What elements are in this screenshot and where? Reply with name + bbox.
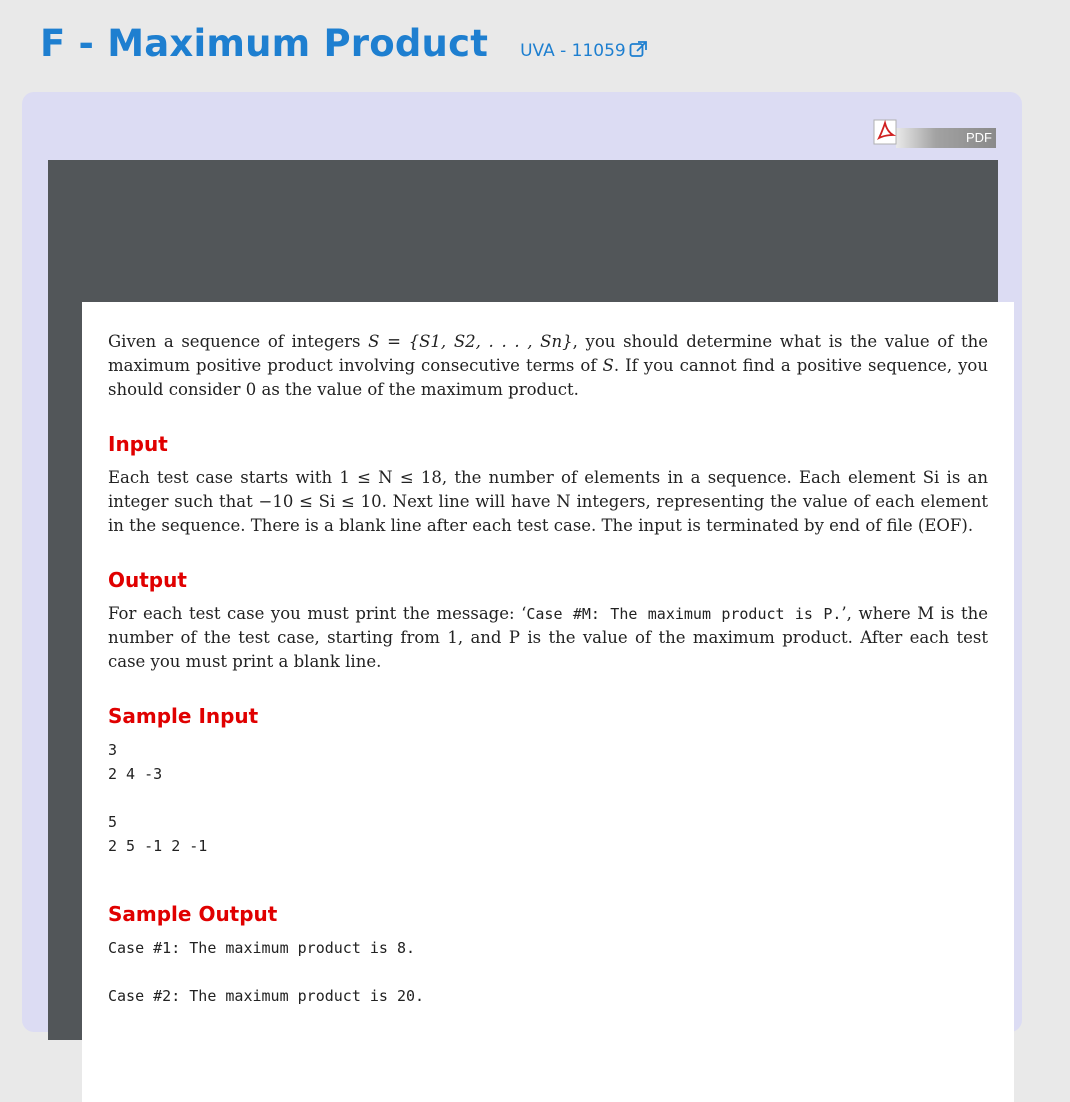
input-heading: Input xyxy=(108,432,168,456)
source-link[interactable] xyxy=(520,40,649,63)
page-title: F - Maximum Product xyxy=(40,22,489,65)
pdf-button[interactable] xyxy=(870,118,996,148)
sample-output-heading: Sample Output xyxy=(108,902,278,926)
output-heading: Output xyxy=(108,568,187,592)
sample-input-block: 3 2 4 -3 5 2 5 -1 2 -1 xyxy=(108,741,208,855)
output-format-code: Case #M: The maximum product is P. xyxy=(526,605,842,623)
set-definition: S = {S1, S2, . . . , Sn} xyxy=(368,332,573,351)
external-link-icon xyxy=(629,40,649,63)
sample-output-block: Case #1: The maximum product is 8. Case #2: The maximum product is 20. xyxy=(108,939,425,1005)
pdf-page xyxy=(82,302,1014,1102)
problem-card xyxy=(22,92,1022,1032)
source-link-label: UVA - 11059 xyxy=(520,41,626,61)
pdf-viewer[interactable] xyxy=(48,160,998,1040)
pdf-button-label: PDF xyxy=(896,128,996,148)
input-description: Each test case starts with 1 ≤ N ≤ 18, the number of elements in a sequence. Each element Si is an integer such that −10 ≤ Si ≤ 10. Next line will have N integers, representing the value of each element in the sequence. There is a blank line after each test case. The input is terminated by end of file (EOF). xyxy=(108,468,988,535)
intro-paragraph: Given a sequence of integers S = {S1, S2, . . . , Sn}, you should determine what is the value of the maximum positive product involving consecutive terms of S. If you cannot find a positive sequence, you should consider 0 as the value of the maximum product. xyxy=(108,332,988,399)
problem-header xyxy=(40,22,649,65)
acrobat-pdf-icon xyxy=(870,118,902,148)
sample-input-heading: Sample Input xyxy=(108,704,259,728)
output-description: For each test case you must print the message: ‘Case #M: The maximum product is P.’, where M is the number of the test case, starting from 1, and P is the value of the maximum product. After each test case you must print a blank line. xyxy=(108,604,988,671)
